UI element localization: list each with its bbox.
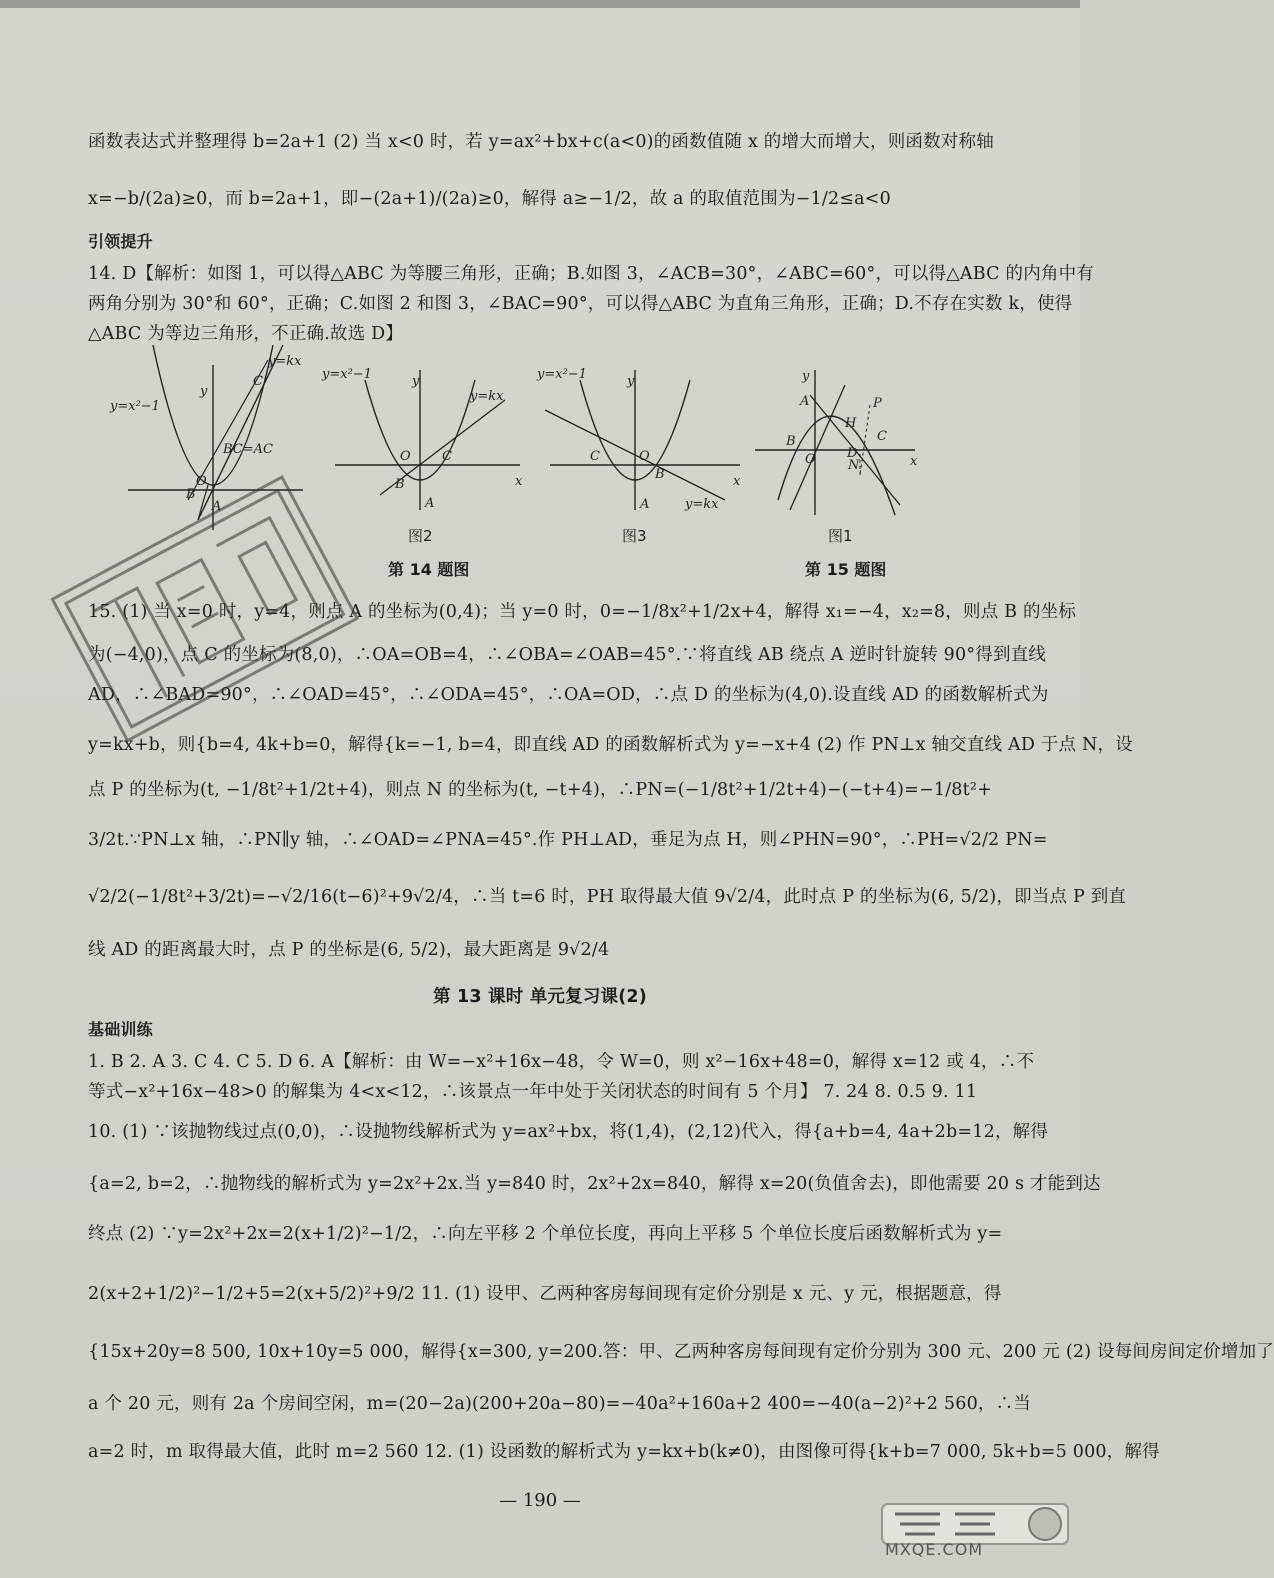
text-line: 点 P 的坐标为(t, −1/8t²+1/2t+4)，则点 N 的坐标为(t, −t+4)，∴PN=(−1/8t²+1/2t+4)−(−t+4)=−1/8t²+ [88, 780, 992, 800]
text-line: a 个 20 元，则有 2a 个房间空闲，m=(20−2a)(200+20a−80)=−40a²+160a+2 400=−40(a−2)²+2 560，∴当 [88, 1394, 1032, 1414]
watermark-text: MXQE.COM [885, 1540, 984, 1559]
caption-fig15: 图1 [828, 527, 853, 545]
scan-edge [0, 0, 1080, 8]
svg-text:H: H [845, 416, 857, 431]
text-line: x=−b/(2a)≥0，而 b=2a+1，即−(2a+1)/(2a)≥0，解得 a≥−1/2，故 a 的取值范围为−1/2≤a<0 [88, 189, 891, 209]
text-line: 等式−x²+16x−48>0 的解集为 4<x<12，∴该景点一年中处于关闭状态的时间有 5 个月】 7. 24 8. 0.5 9. 11 [88, 1082, 978, 1102]
section-heading: 基础训练 [88, 1020, 153, 1039]
svg-text:C: C [253, 374, 263, 389]
svg-text:P: P [873, 396, 882, 411]
svg-text:B: B [655, 467, 665, 482]
stamp-mark [40, 470, 370, 770]
svg-text:C: C [877, 429, 887, 444]
svg-text:O: O [400, 449, 411, 464]
svg-text:x: x [733, 474, 741, 489]
page-number: — 190 — [499, 1490, 581, 1511]
svg-text:A: A [640, 497, 650, 512]
text-line: 1. B 2. A 3. C 4. C 5. D 6. A【解析：由 W=−x²+16x−48，令 W=0，则 x²−16x+48=0，解得 x=12 或 4，∴不 [88, 1052, 1035, 1072]
text-line: 函数表达式并整理得 b=2a+1 (2) 当 x<0 时，若 y=ax²+bx+c(a<0)的函数值随 x 的增大而增大，则函数对称轴 [88, 132, 994, 152]
svg-text:B: B [395, 477, 405, 492]
svg-text:B: B [786, 434, 796, 449]
svg-text:x: x [515, 474, 523, 489]
svg-text:D: D [847, 446, 858, 461]
text-line: 14. D【解析：如图 1，可以得△ABC 为等腰三角形，正确；B.如图 3，∠ACB=30°，∠ABC=60°，可以得△ABC 的内角中有 [88, 264, 1094, 284]
text-line: a=2 时，m 取得最大值，此时 m=2 560 12. (1) 设函数的解析式为 y=kx+b(k≠0)，由图像可得{k+b=7 000, 5k+b=5 000，解得 [88, 1442, 1160, 1462]
svg-text:y: y [627, 374, 635, 389]
svg-text:O: O [805, 452, 816, 467]
text-line: 10. (1) ∵该抛物线过点(0,0)，∴设抛物线解析式为 y=ax²+bx，将(1,4)，(2,12)代入，得{a+b=4, 4a+2b=12，解得 [88, 1122, 1049, 1142]
figure-15-1 [750, 365, 925, 525]
label-yx21-3: y=x²−1 [537, 367, 587, 382]
svg-text:A: A [212, 499, 222, 514]
text-line: √2/2(−1/8t²+3/2t)=−√2/16(t−6)²+9√2/4，∴当 t=6 时，PH 取得最大值 9√2/4，此时点 P 的坐标为(6, 5/2)，即当点 P 到直 [88, 887, 1127, 907]
svg-text:y: y [200, 384, 208, 399]
label-yx21: y=x²−1 [110, 399, 160, 414]
text-line: 3/2t.∵PN⊥x 轴，∴PN∥y 轴，∴∠OAD=∠PNA=45°.作 PH⊥AD，垂足为点 H，则∠PHN=90°，∴PH=√2/2 PN= [88, 830, 1048, 850]
label-ykx-2: y=kx [470, 389, 504, 404]
text-line: 两角分别为 30°和 60°，正确；C.如图 2 和图 3，∠BAC=90°，可以得△ABC 为直角三角形，正确；D.不存在实数 k，使得 [88, 294, 1073, 314]
svg-text:O: O [196, 474, 207, 489]
text-line: 终点 (2) ∵y=2x²+2x=2(x+1/2)²−1/2，∴向左平移 2 个单位长度，再向上平移 5 个单位长度后函数解析式为 y= [88, 1224, 1003, 1244]
svg-text:y: y [802, 369, 810, 384]
caption-fig2: 图2 [408, 527, 433, 545]
figure-15-title: 第 15 题图 [805, 560, 887, 579]
label-bcac: BC=AC [223, 442, 273, 457]
watermark-logo [880, 1500, 1070, 1570]
svg-text:A: A [800, 394, 810, 409]
text-line: 2(x+2+1/2)²−1/2+5=2(x+5/2)²+9/2 11. (1) 设甲、乙两种客房每间现有定价分别是 x 元、y 元，根据题意，得 [88, 1284, 1002, 1304]
svg-text:x: x [910, 454, 918, 469]
text-line: y=kx+b，则{b=4, 4k+b=0，解得{k=−1, b=4，即直线 AD 的函数解析式为 y=−x+4 (2) 作 PN⊥x 轴交直线 AD 于点 N，设 [88, 735, 1133, 755]
svg-text:C: C [442, 449, 452, 464]
text-line: AD，∴∠BAD=90°，∴∠OAD=45°，∴∠ODA=45°，∴OA=OD，∴点 D 的坐标为(4,0).设直线 AD 的函数解析式为 [88, 685, 1049, 705]
label-ykx-3: y=kx [685, 497, 719, 512]
caption-fig3: 图3 [622, 527, 647, 545]
svg-text:B: B [186, 487, 196, 502]
text-line: {15x+20y=8 500, 10x+10y=5 000，解得{x=300, y=200.答：甲、乙两种客房每间现有定价分别为 300 元、200 元 (2) 设每间房间定价增加了 [88, 1342, 1274, 1362]
svg-text:y: y [412, 374, 420, 389]
lesson-title: 第 13 课时 单元复习课(2) [432, 987, 647, 1007]
text-line: 为(−4,0)，点 C 的坐标为(8,0)，∴OA=OB=4，∴∠OBA=∠OAB=45°.∵将直线 AB 绕点 A 逆时针旋转 90°得到直线 [88, 645, 1047, 665]
text-line: △ABC 为等边三角形，不正确.故选 D】 [88, 324, 404, 344]
label-yx21-2: y=x²−1 [322, 367, 372, 382]
text-line: 15. (1) 当 x=0 时，y=4，则点 A 的坐标为(0,4)；当 y=0 时，0=−1/8x²+1/2x+4，解得 x₁=−4，x₂=8，则点 B 的坐标 [88, 602, 1077, 622]
section-heading: 引领提升 [88, 232, 153, 251]
svg-text:A: A [425, 496, 435, 511]
svg-text:C: C [590, 449, 600, 464]
svg-text:O: O [639, 449, 650, 464]
text-line: {a=2, b=2，∴抛物线的解析式为 y=2x²+2x.当 y=840 时，2x²+2x=840，解得 x=20(负值舍去)，即他需要 20 s 才能到达 [88, 1174, 1101, 1194]
svg-text:N: N [848, 458, 860, 473]
text-line: 线 AD 的距离最大时，点 P 的坐标是(6, 5/2)，最大距离是 9√2/4 [88, 940, 610, 960]
label-ykx: y=kx [268, 354, 302, 369]
figure-14-title: 第 14 题图 [388, 560, 470, 579]
figure-14-3 [535, 360, 745, 525]
